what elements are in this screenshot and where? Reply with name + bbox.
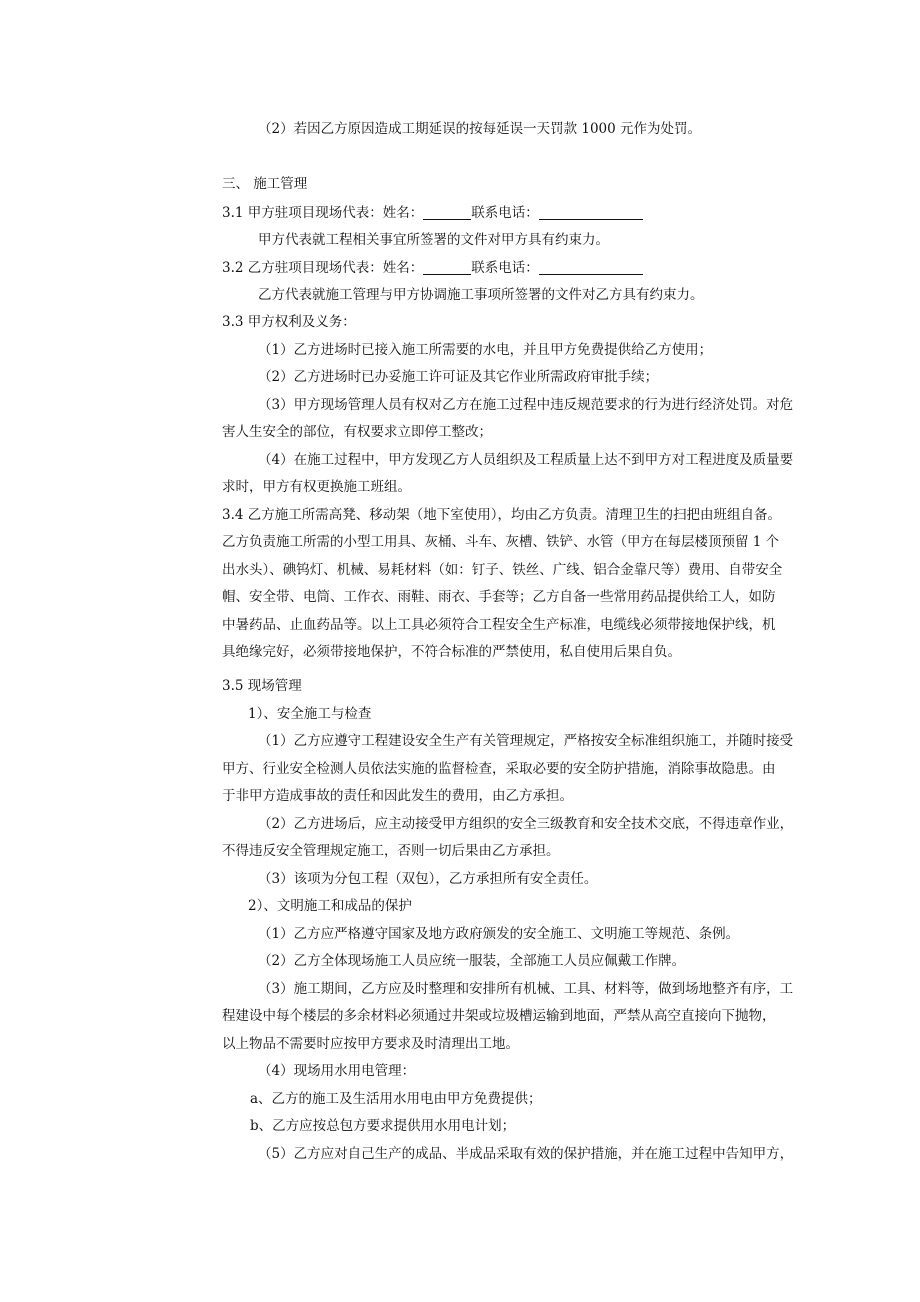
phone-blank <box>539 205 643 220</box>
clause-3-4-line-2: 乙方负责施工所需的小型工用具、灰桶、斗车、灰槽、铁铲、水管（甲方在每层楼顶预留 1 个 <box>222 534 780 550</box>
clause-3-3-item-3-line-1: （3）甲方现场管理人员有权对乙方在施工过程中违反规范要求的行为进行经济处罚。对危 <box>258 397 794 413</box>
section-heading-construction-management: 三、 施工管理 <box>222 176 308 192</box>
safety-item-2-line-1: （2）乙方进场后，应主动接受甲方组织的安全三级教育和安全技术交底，不得违章作业， <box>258 816 794 832</box>
safety-item-1-line-3: 于非甲方造成事故的责任和因此发生的费用，由乙方承担。 <box>222 788 573 804</box>
clause-3-3-item-1: （1）乙方进场时已接入施工所需要的水电，并且甲方免费提供给乙方使用； <box>258 342 713 358</box>
clause-3-4-line-6: 具绝缘完好，必须带接地保护，不符合标准的严禁使用，私自使用后果自负。 <box>222 644 681 660</box>
civilized-item-1: （1）乙方应严格遵守国家及地方政府颁发的安全施工、文明施工等规范、条例。 <box>258 926 740 942</box>
utilities-item-a: a、乙方的施工及生活用水用电由甲方免费提供； <box>250 1091 542 1107</box>
civilized-item-3-line-3: 以上物品不需要时应按甲方要求及时清理出工地。 <box>222 1036 519 1052</box>
clause-3-4-line-4: 帽、安全带、电筒、工作衣、雨鞋、雨衣、手套等；乙方自备一些常用药品提供给工人，如防 <box>222 589 776 605</box>
utilities-item-b: b、乙方应按总包方要求提供用水用电计划； <box>250 1118 516 1134</box>
clause-3-3-item-4-line-2: 求时，甲方有权更换施工班组。 <box>222 479 411 495</box>
clause-3-2-desc: 乙方代表就施工管理与甲方协调施工事项所签署的文件对乙方具有约束力。 <box>258 287 704 303</box>
name-blank <box>423 205 471 220</box>
civilized-item-2: （2）乙方全体现场施工人员应统一服装，全部施工人员应佩戴工作牌。 <box>258 953 686 969</box>
clause-3-4-line-5: 中暑药品、止血药品等。以上工具必须符合工程安全生产标准，电缆线必须带接地保护线，机 <box>222 617 776 633</box>
clause-3-4-line-1: 3.4 乙方施工所需高凳、移动架（地下室使用），均由乙方负责。清理卫生的扫把由班组自备。 <box>222 507 782 523</box>
civilized-item-3-line-2: 程建设中每个楼层的多余材料必须通过井架或垃圾槽运输到地面，严禁从高空直接向下抛物， <box>222 1008 776 1024</box>
clause-3-5-title: 3.5 现场管理 <box>222 678 302 694</box>
safety-item-1-line-2: 甲方、行业安全检测人员依法实施的监督检查，采取必要的安全防护措施，消除事故隐患。由 <box>222 761 776 777</box>
safety-item-3: （3）该项为分包工程（双包），乙方承担所有安全责任。 <box>258 871 598 887</box>
safety-subsection-title: 1）、安全施工与检查 <box>248 706 372 722</box>
safety-item-1-line-1: （1）乙方应遵守工程建设安全生产有关管理规定，严格按安全标准组织施工，并随时接受 <box>258 733 794 749</box>
clause-3-3-item-4-line-1: （4）在施工过程中，甲方发现乙方人员组织及工程质量上达不到甲方对工程进度及质量要 <box>258 452 794 468</box>
clause-3-2-label: 3.2 乙方驻项目现场代表：姓名： <box>222 260 424 276</box>
civilized-item-3-line-1: （3）施工期间，乙方应及时整理和安排所有机械、工具、材料等，做到场地整齐有序，工 <box>258 981 794 997</box>
clause-3-3-item-3-line-2: 害人生安全的部位，有权要求立即停工整改； <box>222 424 492 440</box>
safety-item-2-line-2: 不得违反安全管理规定施工，否则一切后果由乙方承担。 <box>222 843 560 859</box>
phone-label: 联系电话： <box>471 205 539 221</box>
clause-3-1-desc: 甲方代表就工程相关事宜所签署的文件对甲方具有约束力。 <box>258 232 609 248</box>
clause-3-1-label: 3.1 甲方驻项目现场代表：姓名： <box>222 205 424 221</box>
name-blank <box>423 260 471 275</box>
clause-3-2-line <box>222 259 643 277</box>
civilized-subsection-title: 2）、文明施工和成品的保护 <box>248 898 412 914</box>
clause-3-1-line <box>222 204 643 222</box>
clause-3-3-title: 3.3 甲方权利及义务： <box>222 314 356 330</box>
phone-label: 联系电话： <box>471 260 539 276</box>
utilities-item-title: （4）现场用水用电管理： <box>258 1063 416 1079</box>
clause-3-3-item-2: （2）乙方进场时已办妥施工许可证及其它作业所需政府审批手续； <box>258 369 659 385</box>
clause-3-4-line-3: 出水头）、碘钨灯、机械、易耗材料（如：钉子、铁丝、广线、铝合金靠尺等）费用、自带安全 <box>222 562 783 578</box>
phone-blank <box>539 260 643 275</box>
delay-penalty-clause: （2）若因乙方原因造成工期延误的按每延误一天罚款 1000 元作为处罚。 <box>258 121 702 137</box>
product-protection-line-1: （5）乙方应对自己生产的成品、半成品采取有效的保护措施，并在施工过程中告知甲方， <box>258 1146 794 1162</box>
